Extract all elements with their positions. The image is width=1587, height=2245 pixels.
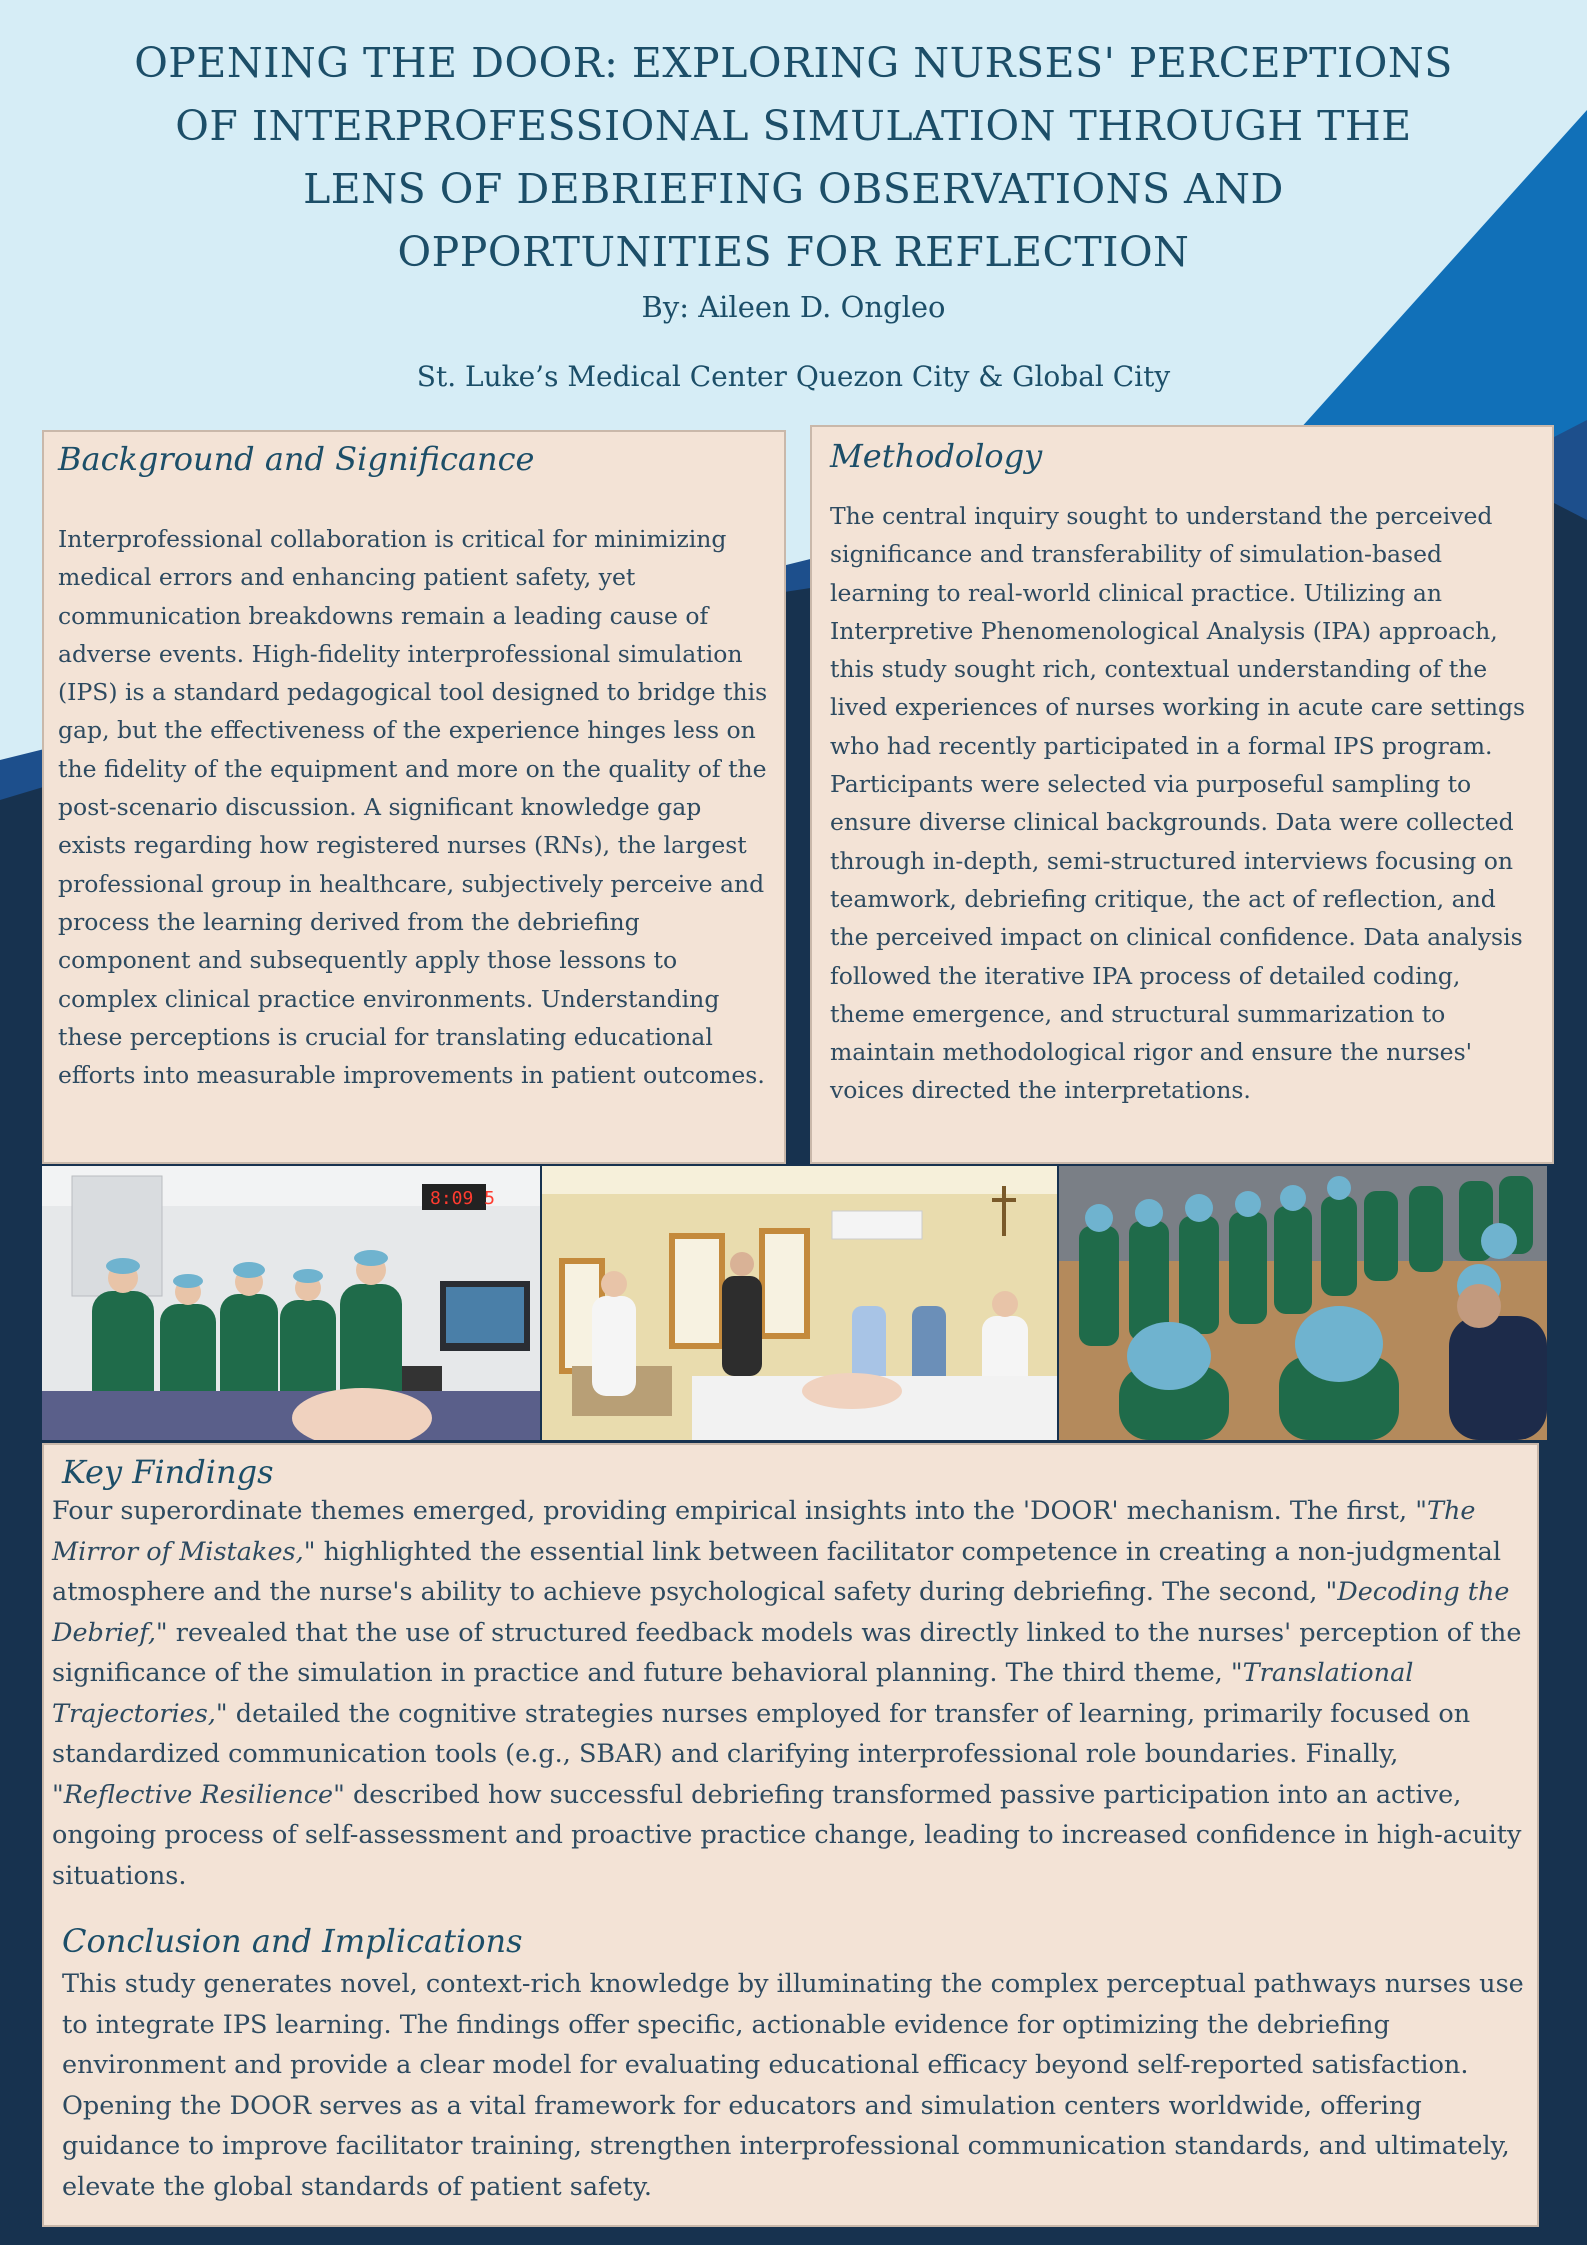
photo-patient-room-scenario (542, 1166, 1057, 1440)
photo-debriefing-circle (1059, 1166, 1547, 1440)
poster-title: OPENING THE DOOR: EXPLORING NURSES' PERCEPTIONS OF INTERPROFESSIONAL SIMULATION THROUGH THE LENS OF DEBRIEFING OBSERVATIONS AND OPPORTUNITIES FOR REFLECTION (134, 39, 1453, 276)
theme-decoding-the-debrief: Decoding the Debrief," (52, 1577, 1510, 1648)
background-body: Interprofessional collaboration is critical for minimizing medical errors and enhancing patient safety, yet communication breakdowns remain a leading cause of adverse events. High-fidelity interprofessional simulation (IPS) is a standard pedagogical tool designed to bridge this gap, but the effectiveness of the experience hinges less on the fidelity of the equipment and more on the quality of the post-scenario discussion. A significant knowledge gap exists regarding how registered nurses (RNs), the largest professional group in healthcare, subjectively perceive and process the learning derived from the debriefing component and subsequently apply those lessons to complex clinical practice environments. Understanding these perceptions is crucial for translating educational efforts into measurable improvements in patient outcomes. (58, 525, 768, 1090)
theme-mirror-of-mistakes: "The Mirror of Mistakes," (52, 1496, 1476, 1567)
findings-section (42, 1443, 1539, 2227)
methodology-heading: Methodology (830, 437, 1043, 475)
methodology-section (810, 425, 1554, 1164)
methodology-body: The central inquiry sought to understand the perceived significance and transferability of simulation-based learning to real-world clinical practice. Utilizing an Interpretive Phenomenological Analysis (IPA) approach, this study sought rich, contextual understanding of the lived experiences of nurses working in acute care settings who had recently participated in a formal IPS program. Participants were selected via purposeful sampling to ensure diverse clinical backgrounds. Data were collected through in-depth, semi-structured interviews focusing on teamwork, debriefing critique, the act of reflection, and the perceived impact on clinical confidence. Data analysis followed the iterative IPA process of detailed coding, theme emergence, and structural summarization to maintain methodological rigor and ensure the nurses' voices directed the interpretations. (830, 502, 1526, 1105)
theme-reflective-resilience: "Reflective Resilience" (52, 1779, 345, 1810)
findings-text-5: described how successful debriefing transformed passive participation into an active, ongoing process of self-assessment and proactive practice change, leading to increased confidence in high-acuity situations. (52, 1779, 1522, 1891)
author-line: By: Aileen D. Ongleo (641, 290, 946, 324)
photo-strip (42, 1166, 1547, 1440)
theme-translational-trajectories: "Translational Trajectories," (52, 1658, 1414, 1729)
conclusion-heading: Conclusion and Implications (62, 1922, 523, 1960)
findings-text-4: detailed the cognitive strategies nurses employed for transfer of learning, primarily focused on standardized communication tools (e.g., SBAR) and clarifying interprofessional role boundaries. Finally, (52, 1698, 1471, 1769)
affiliation-line: St. Luke’s Medical Center Quezon City & Global City (416, 360, 1171, 393)
photo-simulation-lab-team (42, 1166, 540, 1440)
findings-text-3: revealed that the use of structured feedback models was directly linked to the nurses' perception of the significance of the simulation in practice and future behavioral planning. The third theme, (52, 1617, 1522, 1688)
findings-heading: Key Findings (62, 1453, 274, 1491)
findings-text-1: Four superordinate themes emerged, providing empirical insights into the 'DOOR' mechanism. The first, (52, 1496, 1416, 1526)
clock-readout: 8:09 5 (430, 1188, 496, 1209)
background-heading: Background and Significance (58, 440, 535, 478)
background-section (42, 430, 786, 1164)
findings-body (52, 1491, 1537, 1896)
findings-text-2: highlighted the essential link between facilitator competence in creating a non-judgmental atmosphere and the nurse's ability to achieve psychological safety during debriefing. The second, " (52, 1536, 1502, 1607)
conclusion-body: This study generates novel, context-rich knowledge by illuminating the complex perceptual pathways nurses use to integrate IPS learning. The findings offer specific, actionable evidence for optimizing the debriefing environment and provide a clear model for evaluating educational efficacy beyond self-reported satisfaction. Opening the DOOR serves as a vital framework for educators and simulation centers worldwide, offering guidance to improve facilitator training, strengthen interprofessional communication standards, and ultimately, elevate the global standards of patient safety. (62, 1969, 1524, 2202)
